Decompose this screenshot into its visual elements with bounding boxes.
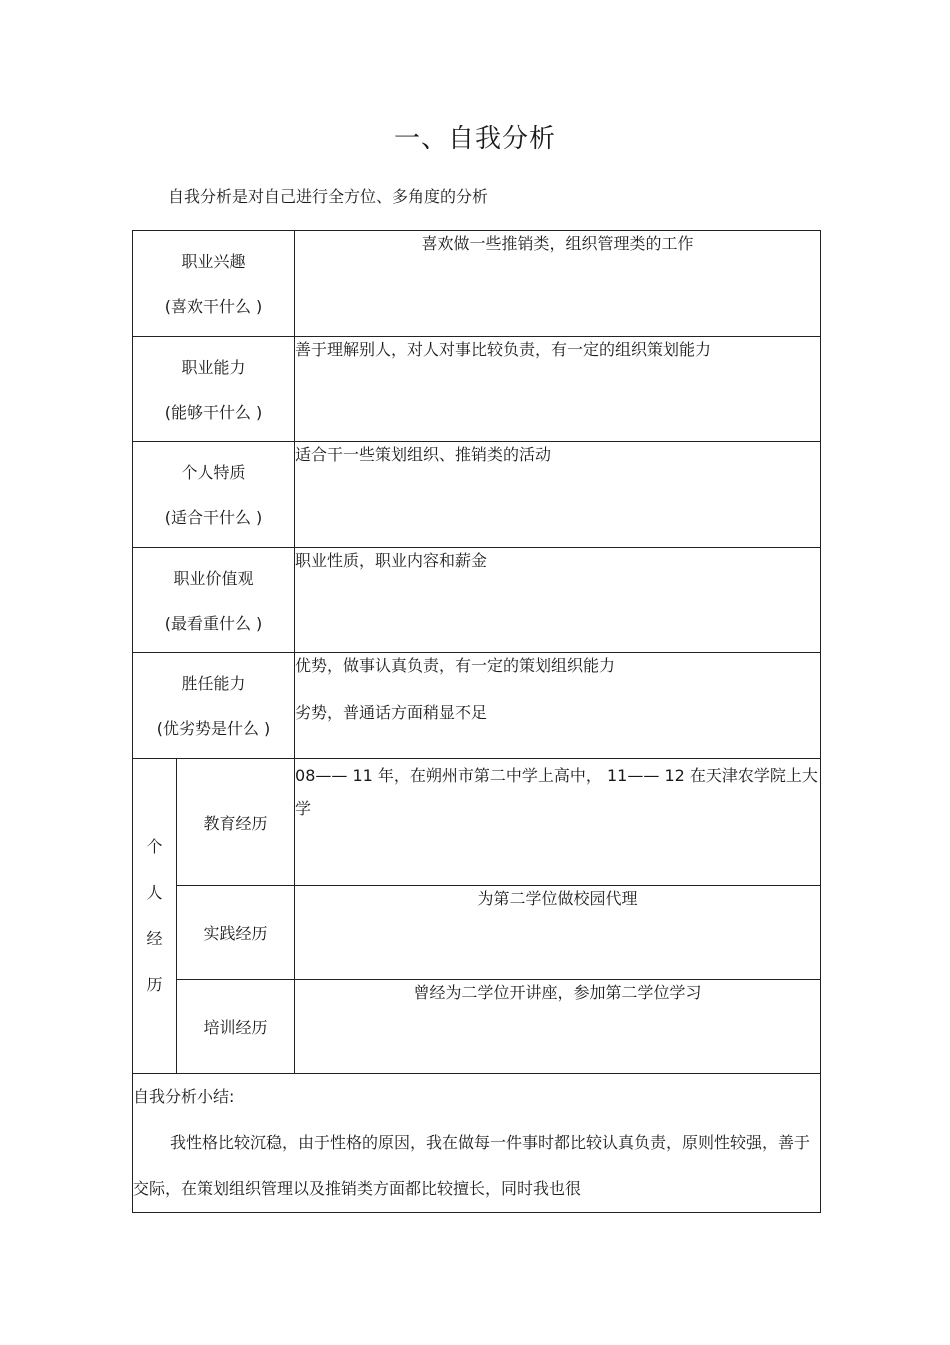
table-row: [133, 759, 821, 886]
row-label: [133, 548, 295, 653]
education-content: 08—— 11 年，在朔州市第二中学上高中， 11—— 12 在天津农学院上大学: [295, 759, 821, 886]
row-content: [295, 442, 821, 548]
strengths-text: 优势，做事认真负责，有一定的策划组织能力: [295, 656, 616, 675]
row-content: [295, 337, 821, 442]
row-label-main: 个人特质: [181, 463, 246, 482]
self-analysis-table: [132, 230, 821, 1213]
education-label: 教育经历: [177, 759, 295, 886]
practice-content: [295, 886, 821, 980]
row-content: [295, 231, 821, 337]
row-label-sub: (适合干什么 ): [164, 508, 263, 527]
row-label: [133, 337, 295, 442]
row-content: [295, 653, 821, 759]
summary-text: 我性格比较沉稳，由于性格的原因，我在做每一件事时都比较认真负责，原则性较强，善于交际，在策划组织管理以及推销类方面都比较擅长，同时我也很: [133, 1133, 811, 1198]
table-row: [133, 442, 821, 548]
row-content-text: 适合干一些策划组织、推销类的活动: [295, 445, 552, 464]
table-row: [133, 980, 821, 1074]
row-label: [133, 231, 295, 337]
row-label-sub: (最看重什么 ): [164, 614, 263, 633]
table-row: [133, 548, 821, 653]
practice-text: 为第二学位做校园代理: [477, 889, 638, 908]
row-label-sub: (优劣势是什么 ): [156, 719, 271, 738]
row-label-main: 职业价值观: [173, 569, 254, 588]
group-label-char: 人: [146, 883, 163, 902]
group-label-char: 个: [146, 837, 163, 856]
table-row: [133, 231, 821, 337]
practice-label: 实践经历: [177, 886, 295, 980]
group-label-char: 历: [146, 975, 163, 994]
row-content-text: 职业性质，职业内容和薪金: [295, 551, 488, 570]
page-title: 一、自我分析: [393, 124, 556, 154]
row-content: [295, 548, 821, 653]
summary-heading: 自我分析小结:: [133, 1087, 235, 1106]
row-label-main: 职业能力: [181, 358, 246, 377]
intro-text: 自我分析是对自己进行全方位、多角度的分析: [168, 187, 489, 206]
row-label: [133, 653, 295, 759]
training-text: 曾经为二学位开讲座，参加第二学位学习: [413, 983, 702, 1002]
training-content: [295, 980, 821, 1074]
row-label-sub: (能够干什么 ): [164, 403, 263, 422]
group-label-char: 经: [146, 929, 163, 948]
row-label-main: 胜任能力: [181, 674, 246, 693]
table-row: [133, 337, 821, 442]
table-row: [133, 886, 821, 980]
training-label: 培训经历: [177, 980, 295, 1074]
row-label-main: 职业兴趣: [181, 252, 246, 271]
summary-cell: [133, 1074, 821, 1213]
row-content-text: 喜欢做一些推销类，组织管理类的工作: [421, 234, 694, 253]
row-label: [133, 442, 295, 548]
table-row: [133, 653, 821, 759]
row-label-sub: (喜欢干什么 ): [164, 297, 263, 316]
row-content-text: 善于理解别人，对人对事比较负责，有一定的组织策划能力: [295, 340, 712, 359]
weaknesses-text: 劣势，普通话方面稍显不足: [295, 703, 488, 722]
table-row: [133, 1074, 821, 1213]
experience-group-label: [133, 759, 177, 1074]
